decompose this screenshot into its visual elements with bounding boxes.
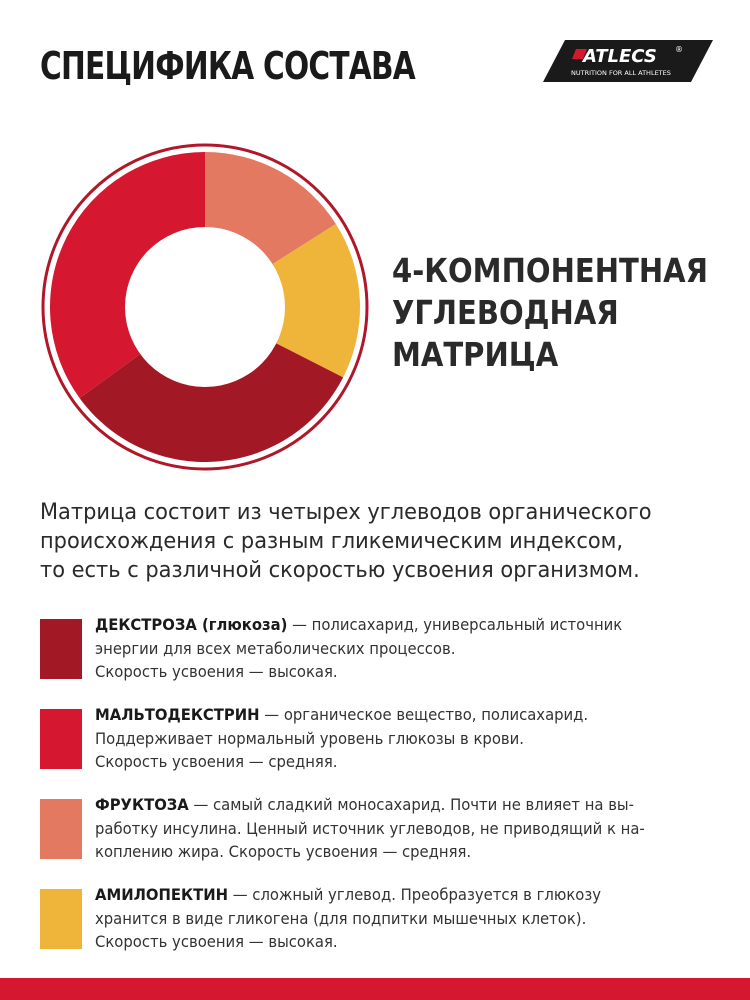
component-line: работку инсулина. Ценный источник углеводов, не приводящий к на-	[95, 818, 645, 838]
legend-swatch	[40, 709, 82, 769]
intro-line: то есть с различной скоростью усвоения организмом.	[40, 557, 640, 583]
component-first-line: — сложный углевод. Преобразуется в глюкозу	[228, 885, 601, 904]
component-description	[95, 883, 750, 954]
component-line: Скорость усвоения — высокая.	[95, 662, 338, 681]
component-line: коплению жира. Скорость усвоения — средняя.	[95, 842, 472, 861]
matrix-heading-line: УГЛЕВОДНАЯ	[392, 293, 619, 332]
page-title: СПЕЦИФИКА СОСТАВА	[40, 44, 415, 88]
logo-tagline: NUTRITION FOR ALL ATHLETES	[571, 69, 671, 77]
legend-swatch	[40, 889, 82, 949]
legend-swatch	[40, 799, 82, 859]
component-name: ДЕКСТРОЗА (глюкоза)	[95, 615, 288, 634]
logo-registered: ®	[675, 45, 683, 54]
component-line: Скорость усвоения — средняя.	[95, 752, 338, 771]
donut-chart	[40, 142, 370, 472]
component-description	[95, 703, 750, 774]
component-description	[95, 793, 750, 864]
matrix-heading-line: 4-КОМПОНЕНТНАЯ	[392, 251, 708, 290]
bottom-bar	[0, 978, 750, 1000]
atlecs-logo	[543, 40, 713, 82]
component-first-line: — органическое вещество, полисахарид.	[259, 705, 589, 724]
component-line: энергии для всех метаболических процессов.	[95, 638, 456, 658]
component-first-line: — полисахарид, универсальный источник	[287, 615, 623, 634]
component-line: Скорость усвоения — высокая.	[95, 932, 338, 951]
component-description	[95, 613, 750, 684]
matrix-heading-line: МАТРИЦА	[392, 335, 559, 374]
logo-brand: ATLECS	[583, 46, 657, 67]
intro-line: Матрица состоит из четырех углеводов органического	[40, 499, 652, 525]
intro-paragraph	[40, 498, 710, 585]
component-name: ФРУКТОЗА	[95, 795, 189, 814]
component-line: хранится в виде гликогена (для подпитки мышечных клеток).	[95, 908, 587, 928]
component-name: МАЛЬТОДЕКСТРИН	[95, 705, 260, 724]
chart-hole	[125, 227, 285, 387]
intro-line: происхождения с разным гликемическим индексом,	[40, 528, 624, 554]
component-first-line: — самый сладкий моносахарид. Почти не влияет на вы-	[188, 795, 634, 814]
component-line: Поддерживает нормальный уровень глюкозы в крови.	[95, 728, 524, 748]
component-name: АМИЛОПЕКТИН	[95, 885, 229, 904]
legend-swatch	[40, 619, 82, 679]
matrix-heading	[392, 250, 708, 376]
